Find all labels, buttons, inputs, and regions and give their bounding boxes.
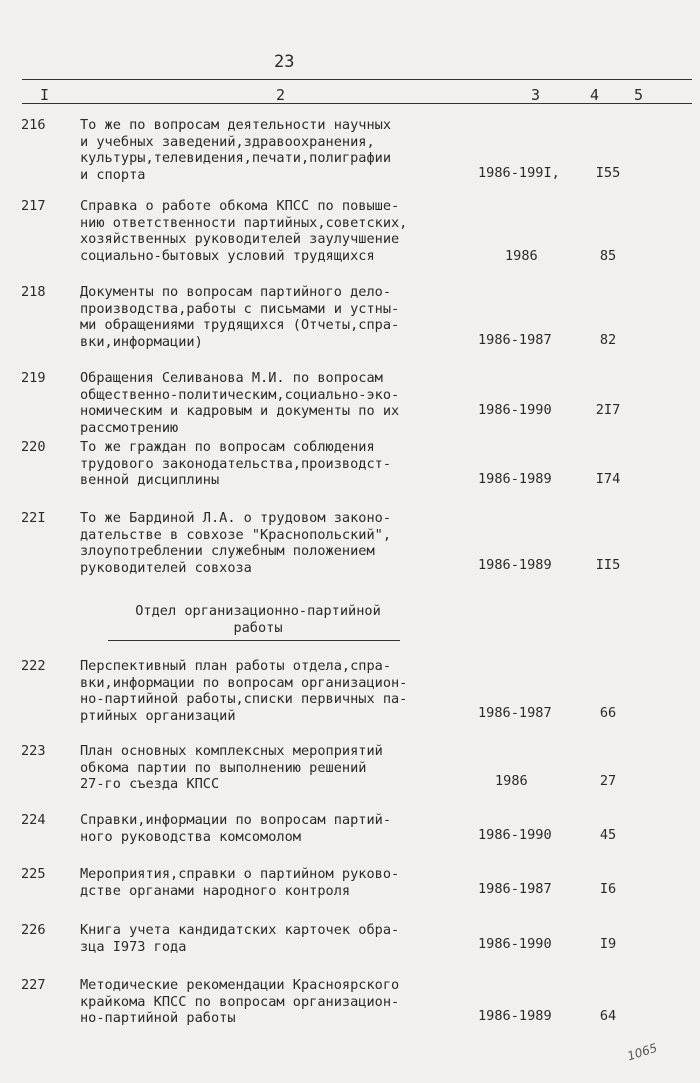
description-line: хозяйственных руководителей заулучшение <box>80 231 400 247</box>
entry-years: 1986 <box>505 248 538 264</box>
entry-description <box>80 743 475 793</box>
entry-description <box>80 370 475 436</box>
column-header-1: I <box>40 86 50 104</box>
description-line: Мероприятия,справки о партийном руково- <box>80 866 400 882</box>
description-line: Документы по вопросам партийного дело- <box>80 284 391 300</box>
description-line: дательстве в совхозе "Краснопольский", <box>80 526 391 543</box>
entry-sheet-count: I55 <box>595 165 621 181</box>
entry-years: 1986-1990 <box>478 402 552 418</box>
description-line: производства,работы с письмами и устны- <box>80 300 400 317</box>
entry-number: 22I <box>21 510 46 526</box>
description-line: ртийных организаций <box>80 707 236 724</box>
archive-sheet-mark: 1065 <box>625 1040 659 1064</box>
description-line: рассмотрению <box>80 419 179 436</box>
description-line: Перспективный план работы отдела,спра- <box>80 658 391 674</box>
header-top-rule <box>22 79 692 80</box>
entry-sheet-count: 66 <box>599 705 617 721</box>
entry-sheet-count: 45 <box>599 827 617 843</box>
entry-sheet-count: 2I7 <box>595 402 621 418</box>
column-header-2: 2 <box>276 86 286 104</box>
description-line: обкома партии по выполнению решений <box>80 759 367 776</box>
entry-description <box>80 117 475 183</box>
entry-number: 226 <box>21 922 46 938</box>
entry-number: 217 <box>21 198 46 214</box>
entry-description <box>80 922 475 955</box>
entry-sheet-count: 82 <box>599 332 617 348</box>
page-number: 23 <box>274 52 295 72</box>
entry-number: 219 <box>21 370 46 386</box>
description-line: Справки,информации по вопросам партий- <box>80 812 391 828</box>
entry-description <box>80 198 475 264</box>
entry-years: 1986-1987 <box>478 332 552 348</box>
entry-sheet-count: 85 <box>599 248 617 264</box>
description-line: ми обращениями трудящихся (Отчеты,спра- <box>80 317 400 333</box>
entry-sheet-count: I9 <box>599 936 617 952</box>
description-line: ного руководства комсомолом <box>80 828 301 845</box>
description-line: зца I973 года <box>80 938 187 955</box>
description-line: и учебных заведений,здравоохранения, <box>80 133 375 150</box>
description-line: вки,информации) <box>80 333 203 350</box>
entry-sheet-count: I74 <box>595 471 621 487</box>
description-line: общественно-политическим,социально-эко- <box>80 386 400 403</box>
description-line: То же Бардиной Л.А. о трудовом законо- <box>80 510 391 526</box>
entry-description <box>80 284 475 350</box>
description-line: но-партийной работы <box>80 1010 236 1026</box>
description-line: То же граждан по вопросам соблюдения <box>80 439 375 455</box>
description-line: трудового законодательства,производст- <box>80 455 391 472</box>
section-heading <box>108 603 408 637</box>
section-heading-line: работы <box>233 620 283 636</box>
description-line: Обращения Селиванова М.И. по вопросам <box>80 370 383 386</box>
entry-number: 227 <box>21 977 46 993</box>
description-line: но-партийной работы,списки первичных па- <box>80 691 408 707</box>
entry-years: 1986-1987 <box>478 705 552 721</box>
description-line: 27-го съезда КПСС <box>80 776 220 792</box>
entry-description <box>80 977 475 1027</box>
description-line: крайкома КПСС по вопросам организацион- <box>80 993 400 1010</box>
entry-number: 223 <box>21 743 46 759</box>
entry-years: 1986-1989 <box>478 471 552 487</box>
entry-number: 218 <box>21 284 46 300</box>
description-line: нию ответственности партийных,советских, <box>80 214 408 231</box>
entry-description <box>80 812 475 845</box>
entry-number: 220 <box>21 439 46 455</box>
description-line: руководителей совхоза <box>80 559 252 576</box>
description-line: культуры,телевидения,печати,полиграфии <box>80 150 391 166</box>
description-line: дстве органами народного контроля <box>80 882 351 899</box>
column-header-5: 5 <box>634 86 644 104</box>
entry-sheet-count: I6 <box>599 881 617 897</box>
description-line: номическим и кадровым и документы по их <box>80 403 400 419</box>
entry-description <box>80 658 475 724</box>
column-header-4: 4 <box>590 86 600 104</box>
description-line: Справка о работе обкома КПСС по повыше- <box>80 198 400 214</box>
entry-sheet-count: 27 <box>599 773 617 789</box>
entry-description <box>80 510 475 576</box>
description-line: и спорта <box>80 166 146 183</box>
entry-years: 1986 <box>495 773 528 789</box>
entry-years: 1986-1987 <box>478 881 552 897</box>
entry-number: 222 <box>21 658 46 674</box>
entry-description <box>80 866 475 899</box>
entry-description <box>80 439 475 489</box>
entry-years: 1986-1990 <box>478 936 552 952</box>
description-line: злоупотреблении служебным положением <box>80 543 375 559</box>
description-line: вки,информации по вопросам организацион- <box>80 674 408 691</box>
column-header-3: 3 <box>531 86 541 104</box>
description-line: социально-бытовых условий трудящихся <box>80 247 375 264</box>
description-line: венной дисциплины <box>80 472 220 488</box>
description-line: Методические рекомендации Красноярского <box>80 977 400 993</box>
entry-number: 216 <box>21 117 46 133</box>
entry-sheet-count: II5 <box>595 557 621 573</box>
description-line: То же по вопросам деятельности научных <box>80 117 391 133</box>
entry-years: 1986-1989 <box>478 557 552 573</box>
entry-number: 225 <box>21 866 46 882</box>
section-underline <box>108 640 400 641</box>
entry-years: 1986-1990 <box>478 827 552 843</box>
description-line: План основных комплексных мероприятий <box>80 743 383 759</box>
entry-years: 1986-1989 <box>478 1008 552 1024</box>
entry-years: 1986-199I, <box>478 165 560 181</box>
entry-sheet-count: 64 <box>599 1008 617 1024</box>
entry-number: 224 <box>21 812 46 828</box>
description-line: Книга учета кандидатских карточек обра- <box>80 922 400 938</box>
header-bottom-rule <box>22 103 692 104</box>
section-heading-line: Отдел организационно-партийной <box>135 603 381 619</box>
